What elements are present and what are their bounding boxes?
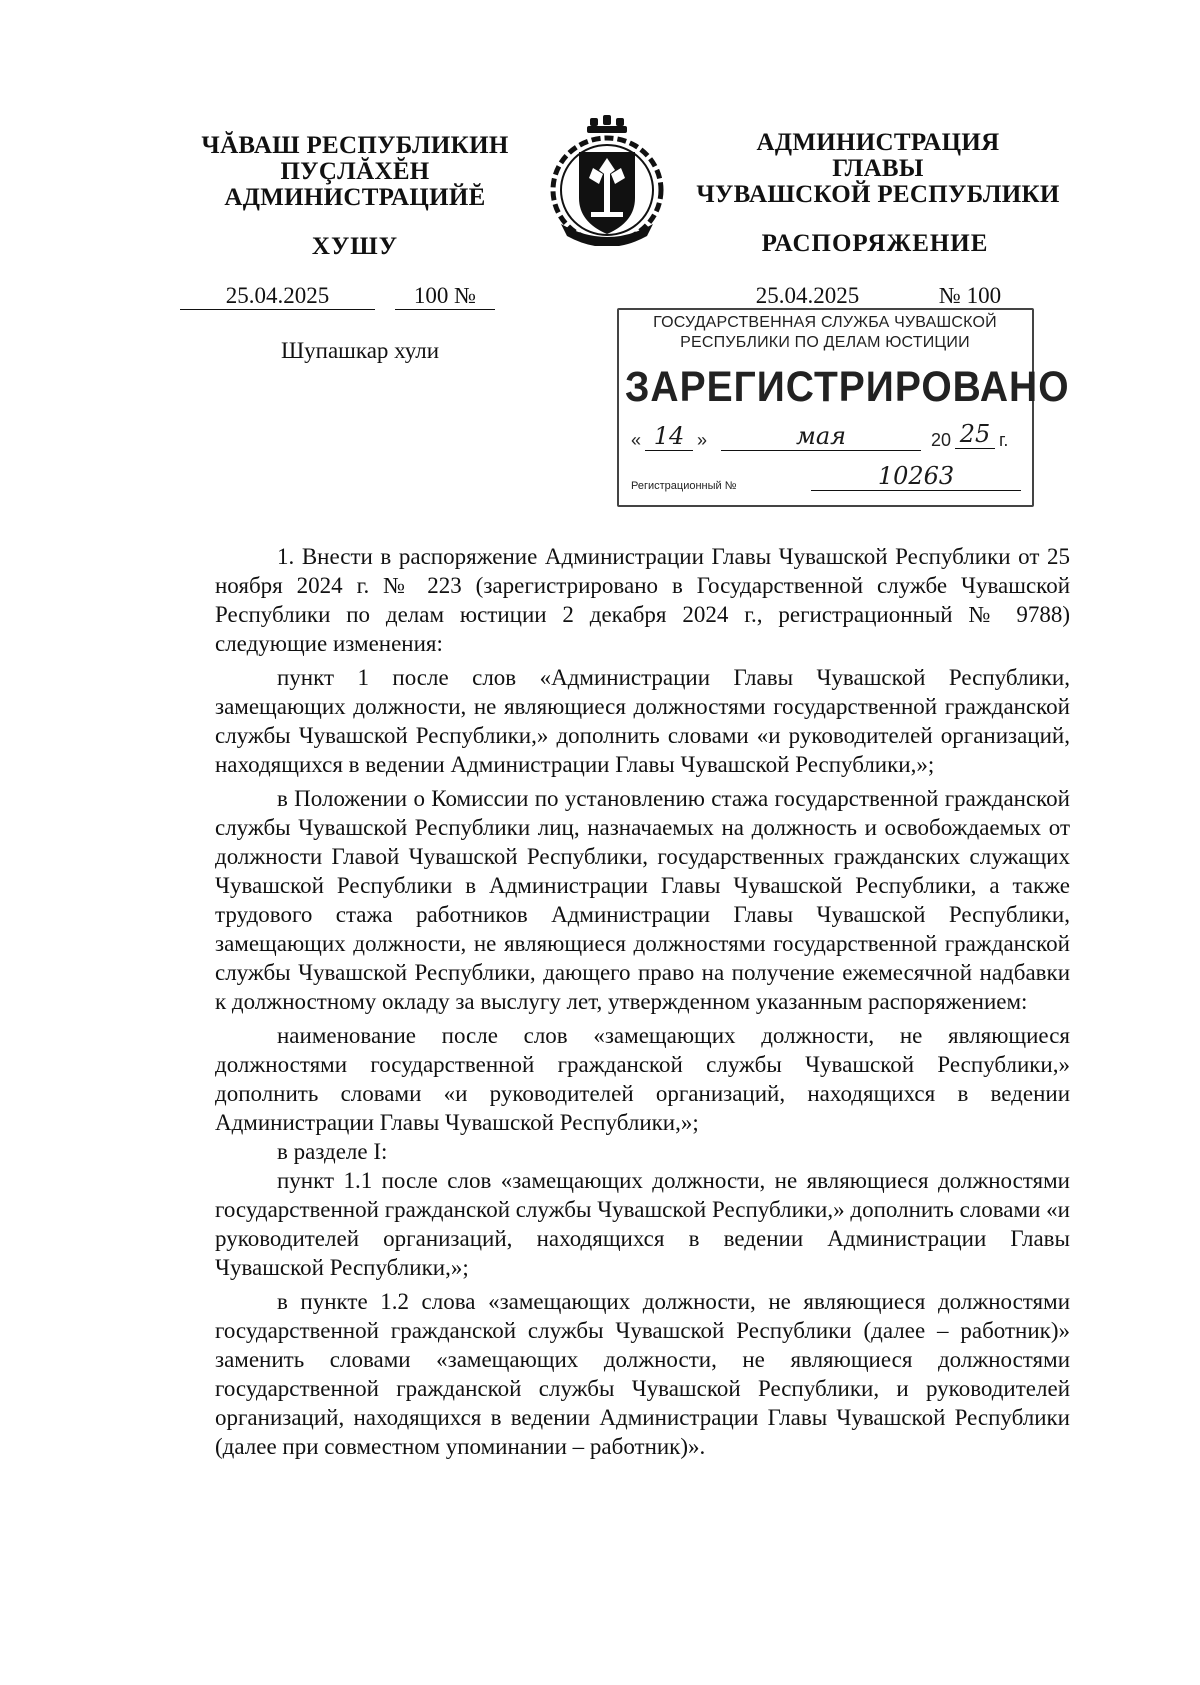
body-paragraph: в Положении о Комиссии по установлению стажа государственной гражданской службы Чувашской Республики лиц, назначаемых на должность и освобождаемых от должности Главой Чувашской Республики, государственных гражданских служащих Чувашской Республики в Администрации Главы Чувашской Республики, а также трудового стажа работников Администрации Главы Чувашской Республики, замещающих должности, не являющиеся должностями государственной гражданской службы Чувашской Республики, дающего право на получение ежемесячной надбавки к должностному окладу за выслугу лет, утвержденном указанным распоряжением:: [215, 786, 1070, 1014]
stamp-org-line-2: РЕСПУБЛИКИ ПО ДЕЛАМ ЮСТИЦИИ: [680, 334, 970, 351]
body-paragraph: пункт 1.1 после слов «замещающих должности, не являющиеся должностями государственной гражданской службы Чувашской Республики,» дополнить словами «и руководителей организаций, находящихся в ведении Администрации Главы Чувашской Республики,»;: [215, 1168, 1070, 1280]
stamp-quote-close: »: [697, 430, 708, 450]
header-left-line-1: ЧĂВАШ РЕСПУБЛИКИН: [201, 132, 509, 159]
header-right-org: [688, 130, 1068, 208]
body-paragraph: наименование после слов «замещающих должности, не являющиеся должностями государственной гражданской службы Чувашской Республики,» дополнить словами «и руководителей организаций, находящихся в ведении Администрации Главы Чувашской Республики,»;: [215, 1023, 1070, 1135]
chuvash-republic-emblem-icon: [547, 112, 667, 246]
header-right-line-2: ГЛАВЫ: [832, 155, 924, 182]
stamp-year-unit: г.: [999, 430, 1009, 450]
stamp-month: мая: [721, 422, 921, 451]
body-paragraph: пункт 1 после слов «Администрации Главы Чувашской Республики, замещающих должности, не являющиеся должностями государственной гражданской службы Чувашской Республики,» дополнить словами «и руководителей организаций, находящихся в ведении Администрации Главы Чувашской Республики,»;: [215, 665, 1070, 777]
header-right-line-1: АДМИНИСТРАЦИЯ: [756, 129, 1000, 156]
body-paragraph: в пункте 1.2 слова «замещающих должности, не являющиеся должностями государственной гражданской службы Чувашской Республики (далее – работник)» заменить словами «замещающих должности, не являющиеся должностями государственной гражданской службы Чувашской Республики, и руководителей организаций, находящихся в ведении Администрации Главы Чувашской Республики (далее при совместном упоминании – работник)».: [215, 1289, 1070, 1459]
header-right-date: 25.04.2025: [725, 283, 890, 310]
stamp-org-line-1: ГОСУДАРСТВЕННАЯ СЛУЖБА ЧУВАШСКОЙ: [653, 314, 997, 331]
stamp-quote-open: «: [631, 430, 642, 450]
stamp-reg-number: 10263: [811, 462, 1021, 491]
header-right-line-3: ЧУВАШСКОЙ РЕСПУБЛИКИ: [696, 181, 1060, 208]
header-left-place: Шупашкар хули: [280, 338, 440, 363]
stamp-day: 14: [645, 422, 693, 451]
registration-stamp: [617, 308, 1070, 507]
header-left-line-3: АДМИНИСТРАЦИЙĔ: [224, 184, 486, 211]
header-left-number: 100 №: [395, 283, 495, 310]
header-left-line-2: ПУÇЛĂХĔН: [280, 158, 430, 185]
document-body: [215, 542, 1070, 1466]
stamp-date-row: [631, 420, 1026, 456]
stamp-year-suffix: 25: [955, 420, 995, 449]
body-paragraph: 1. Внести в распоряжение Администрации Главы Чувашской Республики от 25 ноября 2024 г. № 223 (зарегистрировано в Государственной службе Чувашской Республики по делам юстиции 2 декабря 2024 г., регистрационный № 9788) следующие изменения:: [215, 544, 1070, 656]
stamp-reg-label: Регистрационный №: [631, 480, 737, 492]
header-left-doctype: ХУШУ: [311, 233, 399, 260]
stamp-reg-row: [631, 462, 1026, 496]
header-left-date: 25.04.2025: [180, 283, 375, 310]
header-left-org: [185, 133, 525, 211]
stamp-year-prefix: 20: [931, 430, 952, 450]
stamp-title: ЗАРЕГИСТРИРОВАНО: [625, 363, 1070, 412]
header-right-number: № 100: [920, 283, 1020, 310]
body-paragraph: в разделе I:: [277, 1139, 388, 1164]
header-right-doctype: РАСПОРЯЖЕНИЕ: [761, 230, 989, 257]
